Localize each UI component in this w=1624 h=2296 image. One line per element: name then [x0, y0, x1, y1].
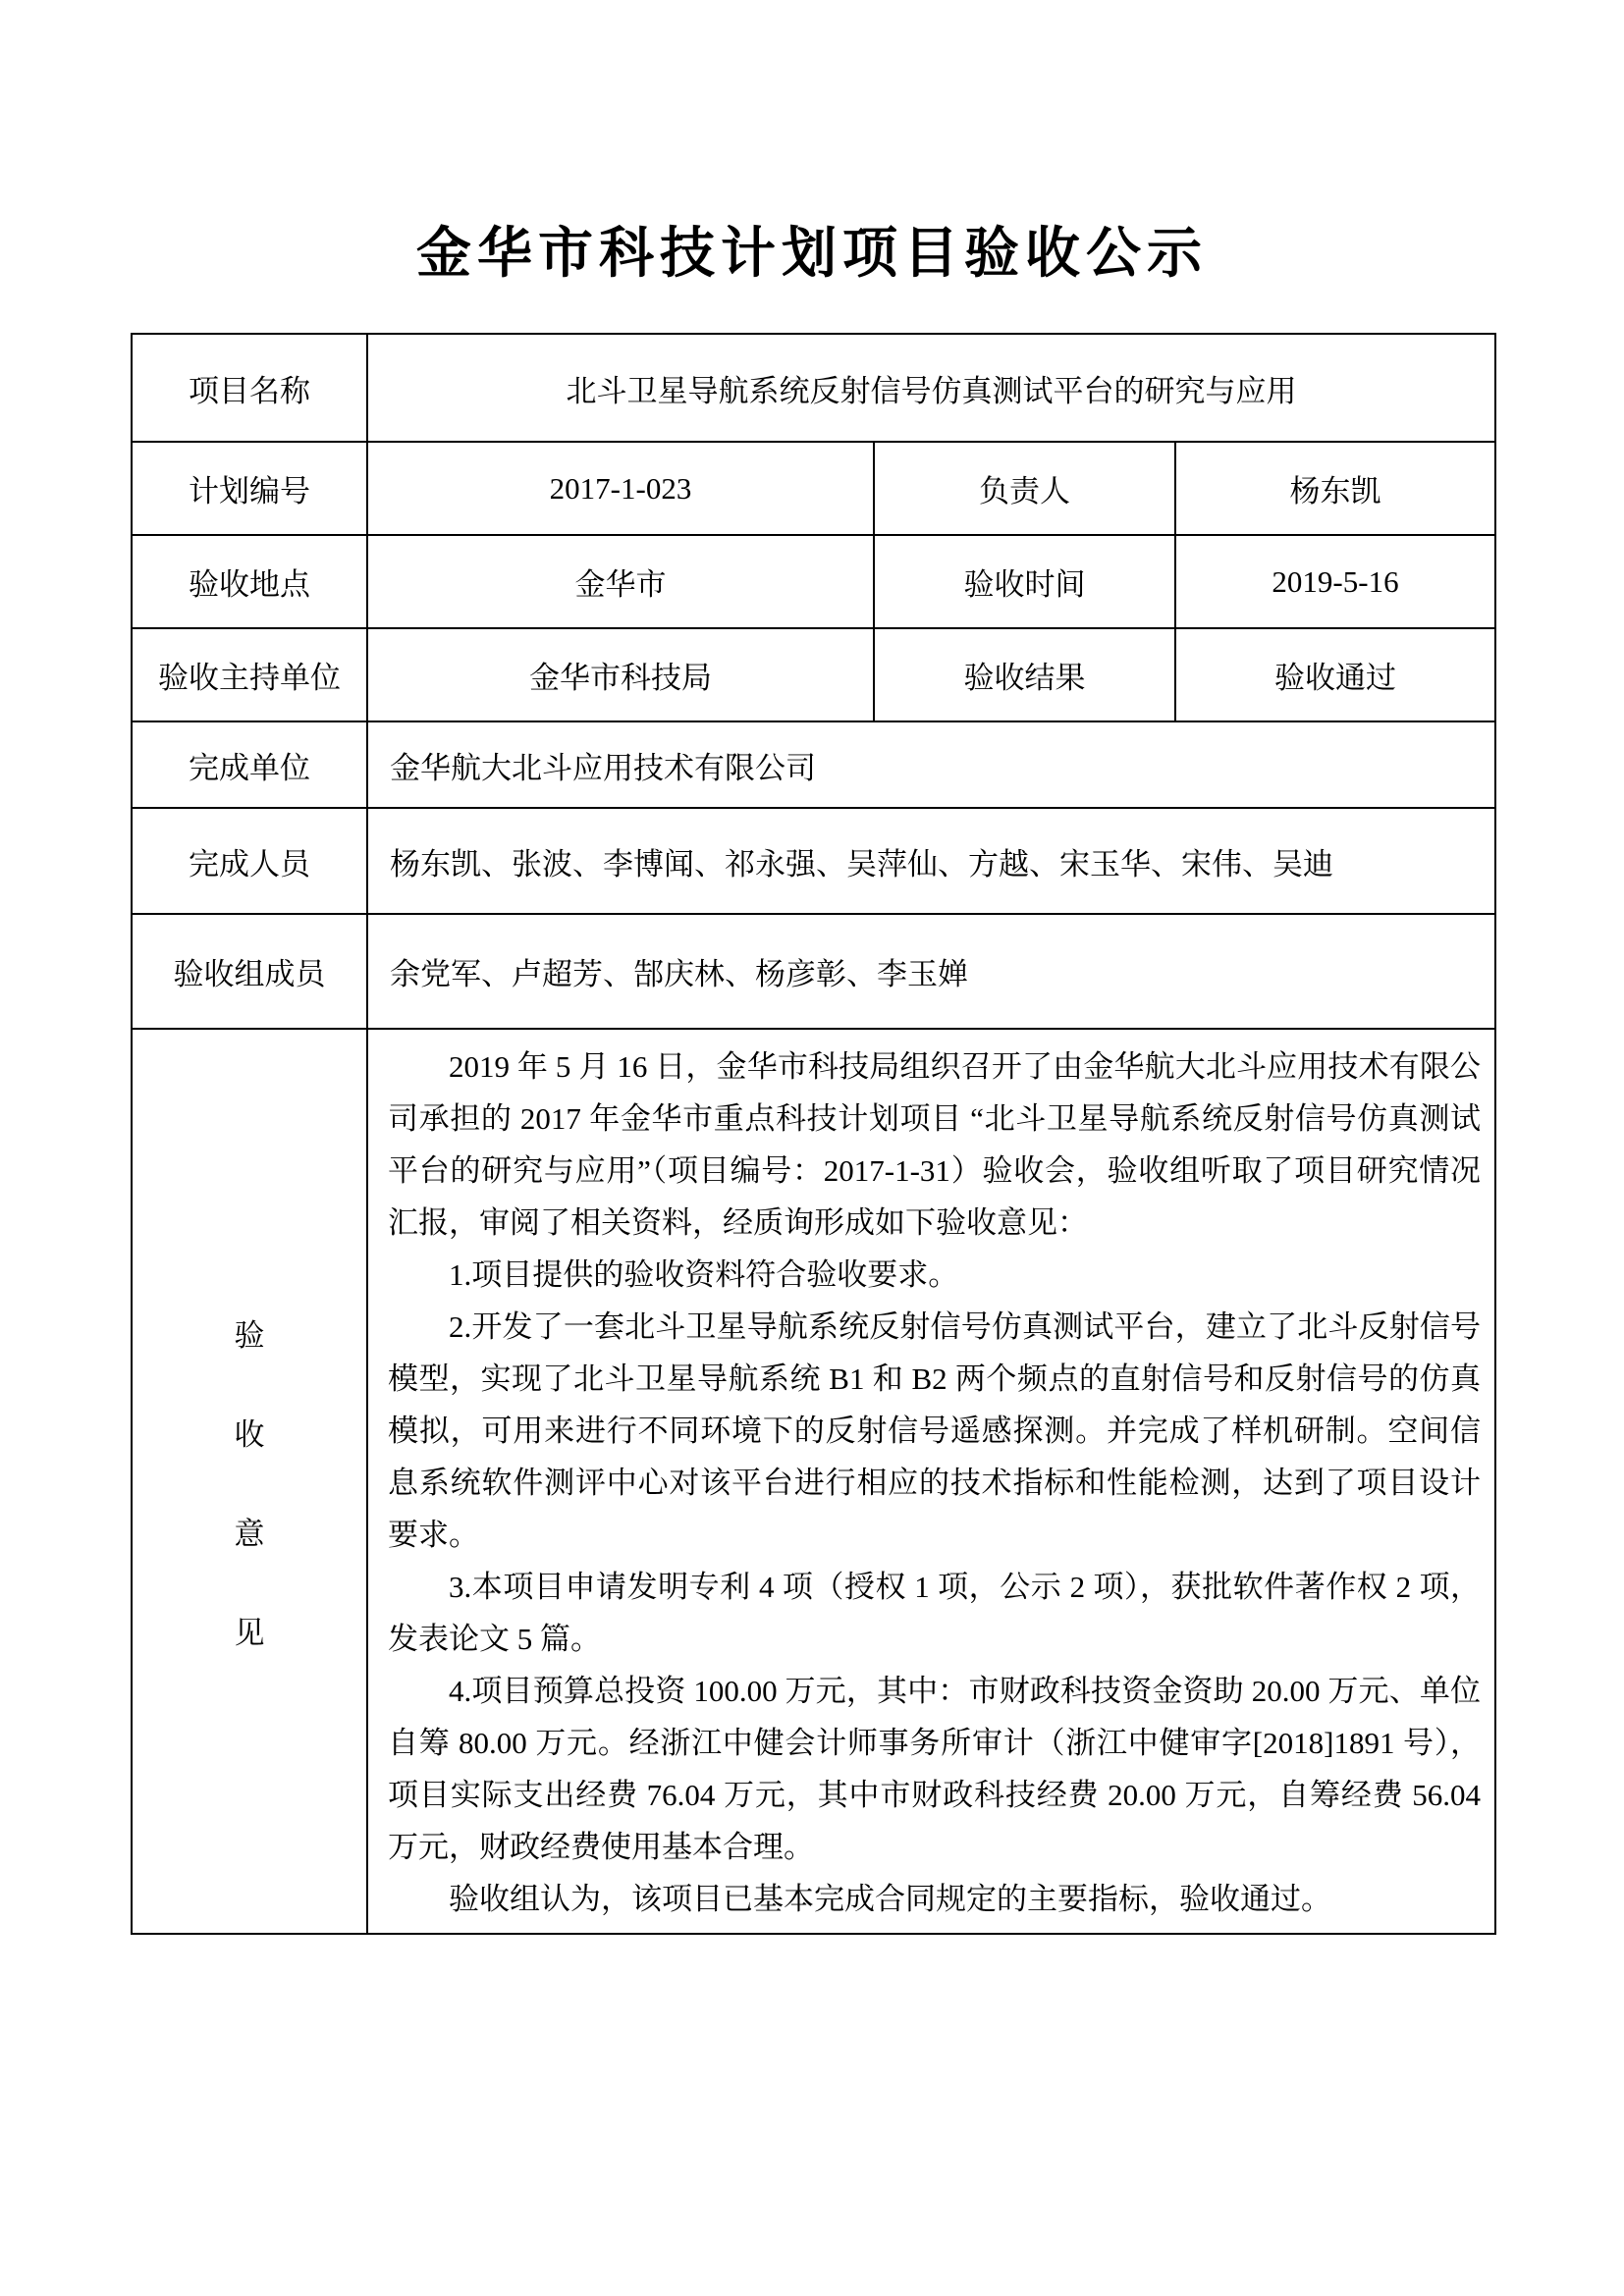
acceptance-table — [131, 333, 1496, 1935]
acceptance-opinion-body — [367, 1029, 1495, 1934]
acceptance-time-label: 验收时间 — [874, 535, 1175, 628]
table-row-completing-personnel — [132, 808, 1495, 914]
acceptance-time-value: 2019-5-16 — [1175, 535, 1495, 628]
completing-unit-value: 金华航大北斗应用技术有限公司 — [367, 721, 1495, 808]
acceptance-result-label: 验收结果 — [874, 628, 1175, 721]
table-row-acceptance-group — [132, 914, 1495, 1029]
acceptance-opinion-text — [388, 1041, 1481, 1925]
completing-unit-label: 完成单位 — [132, 721, 367, 808]
project-name-label: 项目名称 — [132, 334, 367, 442]
table-row-acceptance-opinion — [132, 1029, 1495, 1934]
page-title: 金华市科技计划项目验收公示 — [416, 224, 1208, 285]
acceptance-result-value: 验收通过 — [1175, 628, 1495, 721]
table-row-completing-unit — [132, 721, 1495, 808]
leader-value: 杨东凯 — [1175, 442, 1495, 535]
opinion-paragraph-2: 2.开发了一套北斗卫星导航系统反射信号仿真测试平台，建立了北斗反射信号模型，实现了北斗卫星导航系统 B1 和 B2 两个频点的直射信号和反射信号的仿真模拟，可用来进行不同环境下的反射信号遥感探测。并完成了样机研制。空间信息系统软件测评中心对该平台进行相应的技术指标和性能检测，达到了项目设计要求。 — [388, 1309, 1481, 1553]
completing-personnel-value: 杨东凯、张波、李博闻、祁永强、吴萍仙、方越、宋玉华、宋伟、吴迪 — [367, 808, 1495, 914]
opinion-paragraph-3: 3.本项目申请发明专利 4 项（授权 1 项，公示 2 项），获批软件著作权 2 项，发表论文 5 篇。 — [388, 1570, 1481, 1657]
opinion-paragraph-4: 4.项目预算总投资 100.00 万元，其中：市财政科技资金资助 20.00 万元、单位自筹 80.00 万元。经浙江中健会计师事务所审计（浙江中健审字[2018]1891 号），项目实际支出经费 76.04 万元，其中市财政科技经费 20.00 万元，自筹经费 56.04 万元，财政经费使用基本合理。 — [388, 1674, 1481, 1865]
opinion-paragraph-conclusion: 验收组认为，该项目已基本完成合同规定的主要指标，验收通过。 — [449, 1882, 1331, 1917]
opinion-label-char-2: 收 — [234, 1417, 265, 1453]
opinion-label-char-3: 意 — [234, 1517, 265, 1552]
host-unit-label: 验收主持单位 — [132, 628, 367, 721]
table-row-acceptance-place — [132, 535, 1495, 628]
acceptance-opinion-label-chars — [133, 1310, 366, 1652]
acceptance-group-label: 验收组成员 — [132, 914, 367, 1029]
acceptance-place-label: 验收地点 — [132, 535, 367, 628]
opinion-label-char-4: 见 — [234, 1616, 265, 1651]
table-row-host-unit — [132, 628, 1495, 721]
opinion-paragraph-1: 1.项目提供的验收资料符合验收要求。 — [449, 1257, 959, 1293]
host-unit-value: 金华市科技局 — [367, 628, 874, 721]
opinion-paragraph-intro: 2019 年 5 月 16 日，金华市科技局组织召开了由金华航大北斗应用技术有限公司承担的 2017 年金华市重点科技计划项目 “北斗卫星导航系统反射信号仿真测试平台的研究与应用”（项目编号：2017-1-31）验收会，验收组听取了项目研究情况汇报，审阅了相关资料，经质询形成如下验收意见： — [388, 1049, 1481, 1241]
plan-number-label: 计划编号 — [132, 442, 367, 535]
table-row-project-name — [132, 334, 1495, 442]
completing-personnel-label: 完成人员 — [132, 808, 367, 914]
plan-number-value: 2017-1-023 — [367, 442, 874, 535]
project-name-value: 北斗卫星导航系统反射信号仿真测试平台的研究与应用 — [367, 334, 1495, 442]
table-row-plan-number — [132, 442, 1495, 535]
acceptance-group-value: 余党军、卢超芳、郜庆林、杨彦彰、李玉婵 — [367, 914, 1495, 1029]
leader-label: 负责人 — [874, 442, 1175, 535]
acceptance-opinion-label — [132, 1029, 367, 1934]
acceptance-place-value: 金华市 — [367, 535, 874, 628]
opinion-label-char-1: 验 — [234, 1318, 265, 1354]
